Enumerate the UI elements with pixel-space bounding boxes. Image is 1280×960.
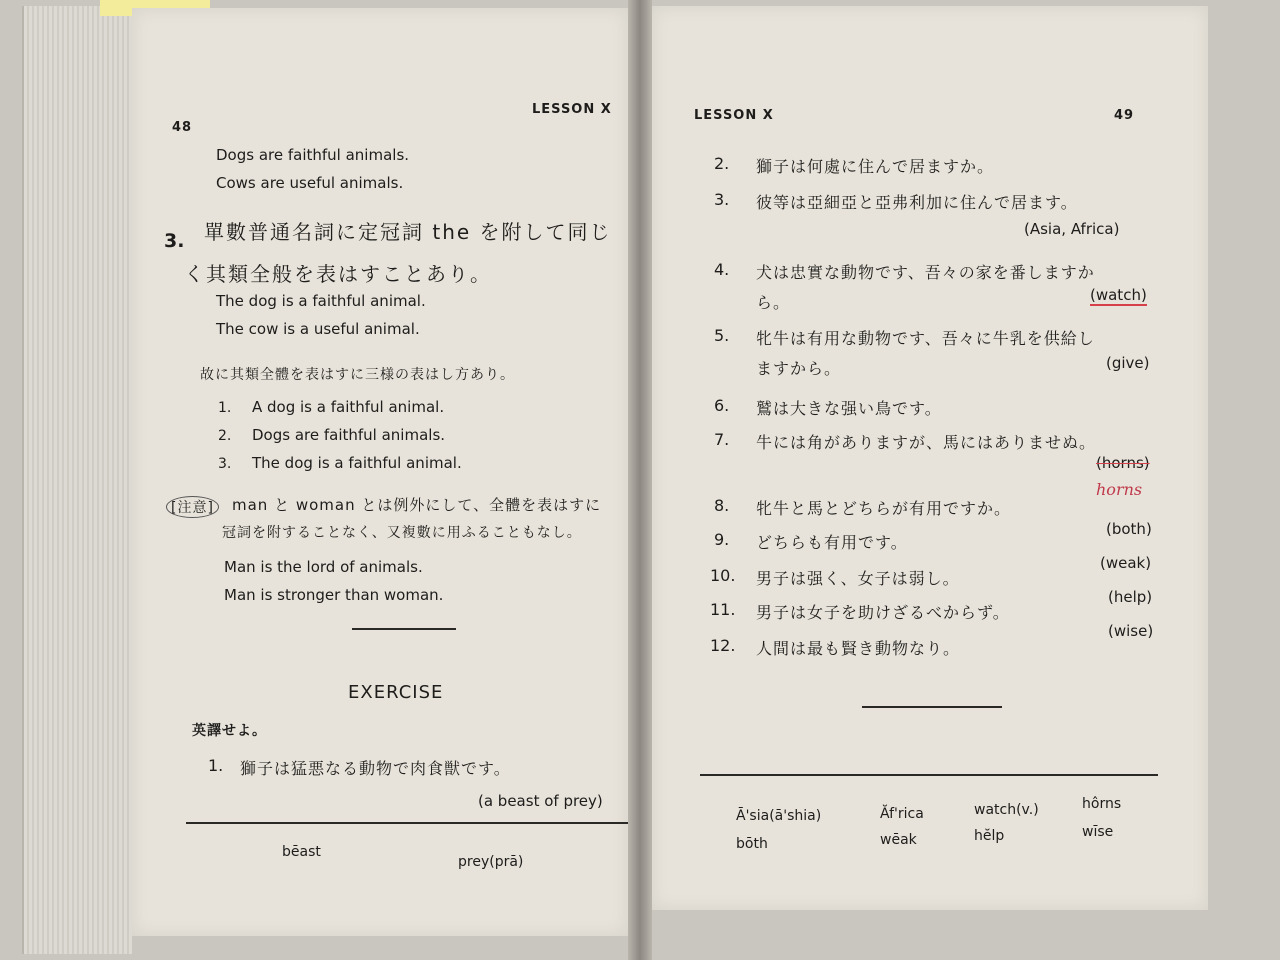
item-4-text-line-1: 犬は忠實な動物です、吾々の家を番しますか: [756, 263, 1095, 282]
item-5-text-line-2: ますから。: [756, 359, 842, 378]
way-1-number: 1.: [218, 400, 232, 416]
item-4-text-line-2: ら。: [756, 293, 791, 312]
item-2-number: 2.: [714, 154, 730, 173]
item-7-hint: (horns): [1096, 454, 1150, 472]
vocab-beast: bēast: [282, 844, 321, 860]
item-4-hint: (watch): [1090, 286, 1147, 304]
item-6-text: 鷲は大きな强い鳥です。: [756, 399, 942, 418]
item-9-hint: (both): [1106, 520, 1152, 538]
way-2-text: Dogs are faithful animals.: [252, 426, 446, 444]
note-line-1: man と woman とは例外にして、全體を表はすに: [232, 496, 602, 514]
rule-line-2: く其類全般を表はすことあり。: [184, 262, 492, 286]
item-4-number: 4.: [714, 260, 730, 279]
note-label: [注意]: [166, 496, 219, 518]
example-plural-1: Dogs are faithful animals.: [216, 146, 410, 164]
book-page-edges: [22, 6, 132, 954]
right-page-number: 49: [1114, 108, 1135, 123]
three-ways-intro: 故に其類全體を表はすに三様の表はし方あり。: [200, 367, 515, 383]
item-6-number: 6.: [714, 396, 730, 415]
way-3-text: The dog is a faithful animal.: [252, 454, 462, 472]
exercise-1-hint: (a beast of prey): [478, 792, 603, 810]
item-7-text: 牛には角がありますが、馬にはありませぬ。: [756, 433, 1097, 452]
man-example-1: Man is the lord of animals.: [224, 558, 423, 576]
item-11-number: 11.: [710, 600, 736, 619]
exercise-1-number: 1.: [208, 756, 224, 775]
item-12-hint: (wise): [1108, 622, 1154, 640]
left-running-header: LESSON X: [532, 102, 612, 117]
section-divider: [352, 628, 456, 630]
section-divider-right: [862, 706, 1002, 708]
item-8-number: 8.: [714, 496, 730, 515]
rule-line-1: 單數普通名詞に定冠詞 the を附して同じ: [204, 220, 612, 244]
way-1-text: A dog is a faithful animal.: [252, 398, 445, 416]
item-8-text: 牝牛と馬とどちらが有用ですか。: [756, 499, 1012, 518]
item-9-number: 9.: [714, 530, 730, 549]
example-the-2: The cow is a useful animal.: [216, 320, 420, 338]
left-page-number: 48: [172, 120, 193, 135]
item-12-number: 12.: [710, 636, 736, 655]
item-2-text: 獅子は何處に住んで居ますか。: [756, 157, 995, 176]
item-3-hint: (Asia, Africa): [1024, 220, 1120, 238]
item-11-hint: (help): [1108, 588, 1153, 606]
vocab-horns: hôrns: [1082, 796, 1122, 812]
right-page: [652, 6, 1208, 910]
vocab-watch: watch(v.): [974, 802, 1039, 818]
left-page: [132, 8, 628, 936]
vocab-asia: Ā'sia(ā'shia): [736, 808, 822, 824]
item-10-text: 男子は强く、女子は弱し。: [756, 569, 960, 588]
vocab-weak: wēak: [880, 832, 917, 848]
vocab-africa: Ăf'rica: [880, 806, 924, 822]
man-example-2: Man is stronger than woman.: [224, 586, 444, 604]
exercise-1-text: 獅子は猛悪なる動物で肉食獣です。: [240, 759, 511, 778]
example-the-1: The dog is a faithful animal.: [216, 292, 426, 310]
example-plural-2: Cows are useful animals.: [216, 174, 404, 192]
item-5-hint: (give): [1106, 354, 1150, 372]
item-12-text: 人間は最も賢き動物なり。: [756, 639, 961, 658]
item-10-number: 10.: [710, 566, 736, 585]
note-line-2: 冠詞を附することなく、又複數に用ふることもなし。: [222, 525, 582, 541]
item-3-text: 彼等は亞細亞と亞弗利加に住んで居ます。: [756, 193, 1078, 212]
handwritten-correction: horns: [1096, 480, 1143, 499]
way-3-number: 3.: [218, 456, 232, 472]
vocab-both: bōth: [736, 836, 768, 852]
vocab-prey: prey(prā): [458, 854, 524, 870]
vocab-rule: [186, 822, 646, 824]
item-10-hint: (weak): [1100, 554, 1152, 572]
way-2-number: 2.: [218, 428, 232, 444]
item-5-number: 5.: [714, 326, 730, 345]
vocab-wise: wīse: [1082, 824, 1114, 840]
exercise-instruction: 英譯せよ。: [192, 723, 267, 739]
item-9-text: どちらも有用です。: [756, 533, 908, 552]
rule-number: 3.: [164, 230, 185, 252]
item-11-text: 男子は女子を助けざるべからず。: [756, 603, 1010, 622]
right-running-header: LESSON X: [694, 108, 774, 123]
vocab-rule-right: [700, 774, 1158, 776]
vocab-help: hĕlp: [974, 828, 1005, 844]
book-gutter: [628, 0, 652, 960]
item-5-text-line-1: 牝牛は有用な動物です、吾々に牛乳を供給し: [756, 329, 1095, 348]
exercise-title: EXERCISE: [348, 682, 444, 703]
item-7-number: 7.: [714, 430, 730, 449]
item-3-number: 3.: [714, 190, 730, 209]
